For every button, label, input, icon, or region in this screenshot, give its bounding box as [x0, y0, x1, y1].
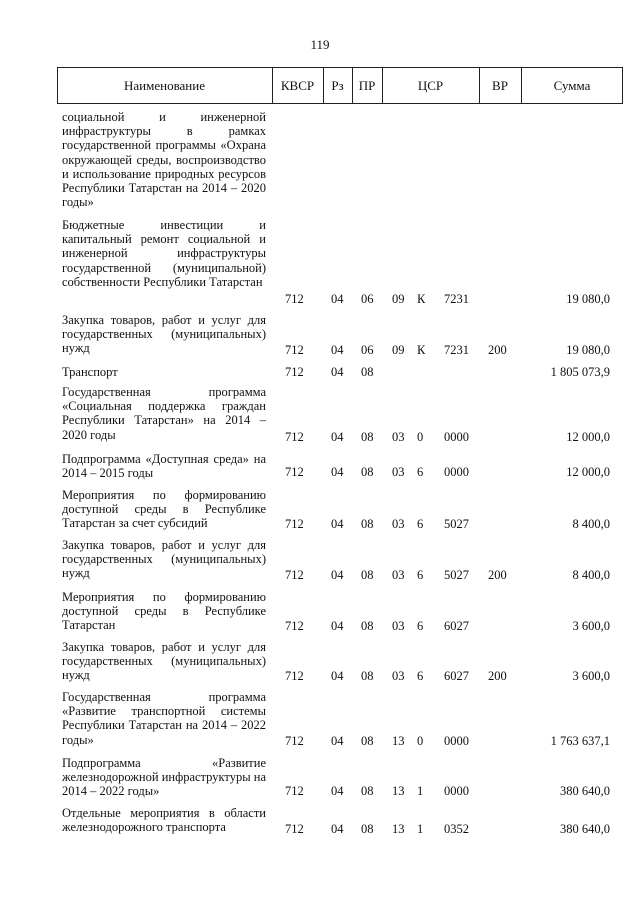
row-rz: 04	[331, 822, 344, 836]
row-kvsr: 712	[285, 465, 304, 479]
row-sum: 1 805 073,9	[550, 365, 610, 379]
row-csr2: 6	[417, 619, 424, 633]
header-kvsr: КВСР	[280, 78, 315, 93]
row-pr: 08	[361, 430, 374, 444]
row-rz: 04	[331, 669, 344, 683]
row-pr: 06	[361, 292, 374, 306]
header-pr: ПР	[358, 78, 376, 93]
row-sum: 19 080,0	[566, 343, 610, 357]
row-csr1: 09	[392, 343, 405, 357]
row-name: Государственная программа «Развитие транспортной системы Республики Татарстан на 2014 – 2022 годы»	[62, 690, 266, 747]
row-rz: 04	[331, 292, 344, 306]
row-sum: 1 763 637,1	[550, 734, 610, 748]
row-csr3: 0000	[444, 465, 469, 479]
row-rz: 04	[331, 568, 344, 582]
row-kvsr: 712	[285, 734, 304, 748]
row-sum: 8 400,0	[572, 568, 610, 582]
page-number: 119	[310, 37, 330, 52]
row-vr: 200	[488, 568, 507, 582]
row-csr3: 7231	[444, 343, 469, 357]
row-name: Мероприятия по формированию доступной среды в Республике Татарстан	[62, 590, 266, 633]
row-pr: 08	[361, 822, 374, 836]
row-name: Закупка товаров, работ и услуг для государственных (муниципальных) нужд	[62, 640, 266, 683]
row-pr: 08	[361, 619, 374, 633]
row-kvsr: 712	[285, 430, 304, 444]
row-csr3: 6027	[444, 669, 469, 683]
row-name: социальной и инженерной инфраструктуры в рамках государственной программы «Охрана окружающей среды, воспроизводство и использование природных ресурсов Республики Татарстан на 2014 – 2020 годы»	[62, 110, 266, 210]
row-csr2: 6	[417, 669, 424, 683]
row-csr2: 6	[417, 568, 424, 582]
row-rz: 04	[331, 343, 344, 357]
row-csr1: 03	[392, 568, 405, 582]
row-name: Подпрограмма «Развитие железнодорожной инфраструктуры на 2014 – 2022 годы»	[62, 756, 266, 799]
row-sum: 380 640,0	[560, 822, 610, 836]
row-kvsr: 712	[285, 822, 304, 836]
row-csr1: 13	[392, 734, 405, 748]
row-rz: 04	[331, 430, 344, 444]
row-csr2: 6	[417, 517, 424, 531]
row-csr2: 0	[417, 734, 424, 748]
row-pr: 08	[361, 568, 374, 582]
row-sum: 12 000,0	[566, 465, 610, 479]
row-csr2: 1	[417, 822, 424, 836]
row-pr: 08	[361, 734, 374, 748]
header-sum: Сумма	[553, 78, 591, 93]
row-name: Подпрограмма «Доступная среда» на 2014 – 2015 годы	[62, 452, 266, 481]
row-csr3: 5027	[444, 517, 469, 531]
row-pr: 08	[361, 465, 374, 479]
row-name: Закупка товаров, работ и услуг для государственных (муниципальных) нужд	[62, 538, 266, 581]
header-csr: ЦСР	[417, 78, 444, 93]
row-csr1: 03	[392, 669, 405, 683]
row-sum: 8 400,0	[572, 517, 610, 531]
row-kvsr: 712	[285, 517, 304, 531]
row-kvsr: 712	[285, 365, 304, 379]
row-csr1: 13	[392, 784, 405, 798]
row-rz: 04	[331, 619, 344, 633]
row-pr: 08	[361, 517, 374, 531]
row-pr: 08	[361, 784, 374, 798]
row-kvsr: 712	[285, 568, 304, 582]
row-sum: 12 000,0	[566, 430, 610, 444]
row-name: Отдельные мероприятия в области железнодорожного транспорта	[62, 806, 266, 835]
row-csr3: 0000	[444, 784, 469, 798]
row-csr2: К	[417, 343, 426, 357]
row-kvsr: 712	[285, 784, 304, 798]
row-pr: 08	[361, 365, 374, 379]
row-kvsr: 712	[285, 292, 304, 306]
row-rz: 04	[331, 365, 344, 379]
row-csr3: 7231	[444, 292, 469, 306]
row-rz: 04	[331, 734, 344, 748]
row-csr1: 03	[392, 430, 405, 444]
header-vr: ВР	[492, 78, 508, 93]
row-sum: 3 600,0	[572, 619, 610, 633]
row-csr3: 0000	[444, 734, 469, 748]
row-name: Закупка товаров, работ и услуг для государственных (муниципальных) нужд	[62, 313, 266, 356]
row-name: Мероприятия по формированию доступной среды в Республике Татарстан за счет субсидий	[62, 488, 266, 531]
row-name: Транспорт	[62, 365, 118, 379]
row-csr2: 6	[417, 465, 424, 479]
header-name: Наименование	[124, 78, 205, 93]
row-pr: 08	[361, 669, 374, 683]
row-csr1: 03	[392, 517, 405, 531]
row-sum: 380 640,0	[560, 784, 610, 798]
row-name: Бюджетные инвестиции и капитальный ремонт социальной и инженерной инфраструктуры государственной (муниципальной) собственности Республики Татарстан	[62, 218, 266, 289]
row-vr: 200	[488, 669, 507, 683]
row-name: Государственная программа «Социальная поддержка граждан Республики Татарстан» на 2014 – 2020 годы	[62, 385, 266, 442]
row-csr2: 1	[417, 784, 424, 798]
row-rz: 04	[331, 465, 344, 479]
row-kvsr: 712	[285, 669, 304, 683]
row-pr: 06	[361, 343, 374, 357]
row-csr1: 03	[392, 465, 405, 479]
row-sum: 19 080,0	[566, 292, 610, 306]
row-csr1: 09	[392, 292, 405, 306]
row-kvsr: 712	[285, 619, 304, 633]
row-sum: 3 600,0	[572, 669, 610, 683]
row-csr2: 0	[417, 430, 424, 444]
row-vr: 200	[488, 343, 507, 357]
row-csr1: 03	[392, 619, 405, 633]
row-csr3: 0000	[444, 430, 469, 444]
row-kvsr: 712	[285, 343, 304, 357]
row-csr2: К	[417, 292, 426, 306]
row-csr3: 6027	[444, 619, 469, 633]
header-rz: Рз	[331, 78, 344, 93]
row-rz: 04	[331, 784, 344, 798]
row-csr3: 5027	[444, 568, 469, 582]
row-csr3: 0352	[444, 822, 469, 836]
row-rz: 04	[331, 517, 344, 531]
row-csr1: 13	[392, 822, 405, 836]
